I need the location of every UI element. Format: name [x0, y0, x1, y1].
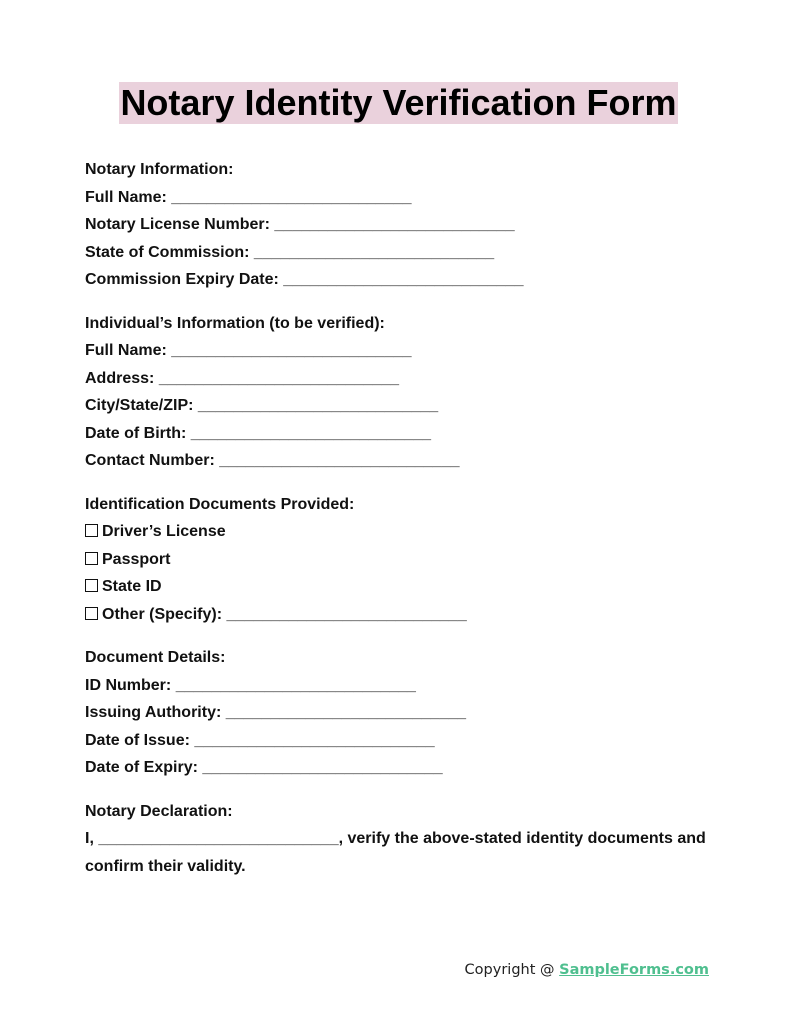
- individual-dob-label: Date of Birth:: [85, 424, 187, 442]
- title-wrapper: [0, 82, 792, 124]
- individual-full-name-row: [85, 337, 725, 365]
- notary-full-name-label: Full Name:: [85, 188, 167, 206]
- date-of-issue-row: [85, 727, 725, 755]
- state-id-label: State ID: [102, 578, 162, 595]
- notary-full-name-field[interactable]: ___________________________: [171, 188, 412, 206]
- notary-state-label: State of Commission:: [85, 243, 250, 261]
- notary-license-field[interactable]: ___________________________: [274, 216, 515, 233]
- id-docs-heading: Identification Documents Provided:: [85, 495, 355, 513]
- drivers-license-option[interactable]: [85, 518, 725, 546]
- individual-dob-row: [85, 420, 725, 448]
- notary-expiry-field[interactable]: ___________________________: [283, 271, 524, 288]
- passport-option[interactable]: [85, 546, 725, 574]
- individual-dob-field[interactable]: ___________________________: [190, 424, 432, 442]
- notary-state-field[interactable]: ___________________________: [253, 243, 495, 261]
- individual-section: [85, 310, 725, 475]
- notary-expiry-label: Commission Expiry Date:: [85, 271, 279, 288]
- date-of-expiry-field[interactable]: ___________________________: [202, 759, 443, 776]
- issuing-authority-label: Issuing Authority:: [85, 704, 222, 721]
- id-number-label: ID Number:: [85, 676, 172, 694]
- declaration-suffix: , verify the above-stated identity documents and confirm their validity.: [85, 830, 706, 875]
- copyright-text: Copyright @: [464, 962, 560, 978]
- notary-expiry-row: [85, 266, 725, 294]
- notary-section: [85, 156, 725, 294]
- date-of-expiry-row: [85, 754, 725, 782]
- passport-checkbox[interactable]: [85, 552, 98, 565]
- individual-full-name-field[interactable]: ___________________________: [171, 342, 412, 359]
- id-number-field[interactable]: ___________________________: [175, 676, 416, 694]
- notary-heading: Notary Information:: [85, 161, 234, 178]
- individual-address-label: Address:: [85, 369, 155, 387]
- other-checkbox[interactable]: [85, 607, 98, 620]
- footer: [465, 962, 709, 978]
- id-number-row: [85, 672, 725, 700]
- individual-city-row: [85, 392, 725, 420]
- notary-license-row: [85, 211, 725, 239]
- individual-contact-label: Contact Number:: [85, 452, 215, 469]
- declaration-section: [85, 798, 725, 881]
- individual-address-row: [85, 365, 725, 393]
- page-title: Notary Identity Verification Form: [120, 82, 677, 123]
- drivers-license-label: Driver’s License: [102, 523, 226, 540]
- declaration-name-field[interactable]: ___________________________: [98, 830, 339, 847]
- issuing-authority-field[interactable]: ___________________________: [225, 704, 467, 721]
- state-id-checkbox[interactable]: [85, 579, 98, 592]
- declaration-prefix: I,: [85, 830, 94, 847]
- document-section: [85, 644, 725, 782]
- individual-heading: Individual’s Information (to be verified):: [85, 314, 385, 332]
- issuing-authority-row: [85, 699, 725, 727]
- other-option[interactable]: [85, 601, 725, 629]
- date-of-issue-label: Date of Issue:: [85, 731, 190, 749]
- declaration-statement: [85, 825, 725, 880]
- other-specify-field[interactable]: ___________________________: [226, 605, 467, 623]
- individual-full-name-label: Full Name:: [85, 342, 167, 359]
- id-docs-section: [85, 491, 725, 629]
- notary-full-name-row: [85, 184, 725, 212]
- individual-address-field[interactable]: ___________________________: [158, 369, 400, 387]
- notary-state-row: [85, 239, 725, 267]
- individual-city-field[interactable]: ___________________________: [197, 397, 439, 414]
- passport-label: Passport: [102, 550, 171, 568]
- drivers-license-checkbox[interactable]: [85, 524, 98, 537]
- other-label: Other (Specify):: [102, 605, 223, 623]
- individual-city-label: City/State/ZIP:: [85, 397, 194, 414]
- date-of-expiry-label: Date of Expiry:: [85, 759, 198, 776]
- individual-contact-field[interactable]: ___________________________: [219, 452, 460, 469]
- form-body: [85, 156, 725, 896]
- brand-link[interactable]: SampleForms.com: [559, 962, 709, 978]
- document-heading: Document Details:: [85, 649, 226, 666]
- notary-license-label: Notary License Number:: [85, 216, 270, 233]
- individual-contact-row: [85, 447, 725, 475]
- state-id-option[interactable]: [85, 573, 725, 601]
- date-of-issue-field[interactable]: ___________________________: [194, 731, 435, 749]
- declaration-heading: Notary Declaration:: [85, 802, 233, 820]
